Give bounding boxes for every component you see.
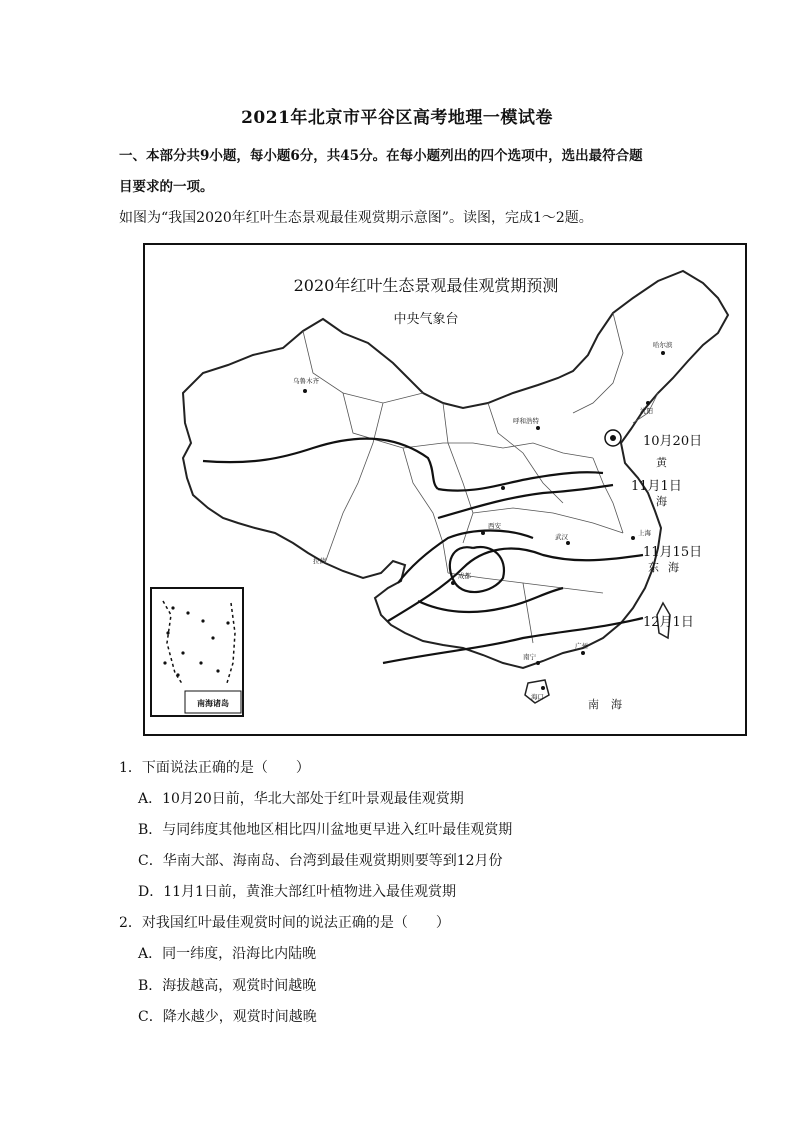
sea-label-dong: 东 bbox=[648, 561, 659, 574]
question-2-option-c: C．降水越少，观赏时间越晚 bbox=[138, 1009, 317, 1025]
sea-label-hai1: 海 bbox=[656, 495, 667, 508]
question-2-stem: 2．对我国红叶最佳观赏时间的说法正确的是（ ） bbox=[119, 915, 450, 931]
city-label: 成都 bbox=[458, 572, 471, 580]
section-instruction-line1: 一、本部分共9小题，每小题6分，共45分。在每小题列出的四个选项中，选出最符合题 bbox=[119, 148, 643, 164]
question-1-option-b: B．与同纬度其他地区相比四川盆地更早进入红叶最佳观赏期 bbox=[138, 822, 513, 838]
map-subtitle: 中央气象台 bbox=[393, 312, 459, 327]
exam-title: 2021年北京市平谷区高考地理一模试卷 bbox=[241, 108, 553, 128]
city-label: 海口 bbox=[531, 693, 544, 701]
intro-text: 如图为“我国2020年红叶生态景观最佳观赏期示意图”。读图，完成1～2题。 bbox=[119, 210, 593, 226]
map-title: 2020年红叶生态景观最佳观赏期预测 bbox=[293, 276, 559, 295]
date-label-nov1: 11月1日 bbox=[631, 479, 682, 494]
question-1-option-a: A．10月20日前，华北大部处于红叶景观最佳观赏期 bbox=[138, 791, 464, 807]
city-label: 乌鲁木齐 bbox=[293, 377, 319, 385]
city-label: 武汉 bbox=[555, 533, 568, 541]
section-instruction-line2: 目要求的一项。 bbox=[119, 179, 214, 195]
date-label-oct20: 10月20日 bbox=[643, 434, 703, 449]
city-label: 哈尔滨 bbox=[653, 341, 673, 349]
beijing-dot bbox=[610, 435, 616, 441]
south-china-sea-inset bbox=[151, 588, 243, 716]
city-label: 广州 bbox=[575, 642, 588, 650]
city-label: 南宁 bbox=[523, 653, 536, 661]
inset-label: 南海诸岛 bbox=[197, 698, 229, 708]
question-2-option-a: A．同一纬度，沿海比内陆晚 bbox=[138, 946, 317, 962]
question-2-option-b: B．海拔越高，观赏时间越晚 bbox=[138, 978, 317, 994]
sea-label-hai3: 海 bbox=[611, 698, 622, 711]
city-label: 西安 bbox=[488, 522, 501, 530]
sea-label-huang: 黄 bbox=[656, 456, 667, 469]
city-label: 拉萨 bbox=[313, 557, 326, 565]
sea-label-nan: 南 bbox=[588, 698, 599, 711]
question-1-option-c: C．华南大部、海南岛、台湾到最佳观赏期则要等到12月份 bbox=[138, 853, 503, 869]
map-figure bbox=[143, 243, 747, 736]
city-label: 上海 bbox=[638, 529, 651, 537]
city-label: 呼和浩特 bbox=[513, 417, 539, 425]
question-1-stem: 1．下面说法正确的是（ ） bbox=[119, 760, 310, 776]
date-label-dec1: 12月1日 bbox=[643, 615, 694, 630]
city-label: 沈阳 bbox=[640, 407, 653, 415]
sea-label-hai2: 海 bbox=[668, 561, 679, 574]
date-label-nov15: 11月15日 bbox=[643, 545, 703, 560]
question-1-option-d: D．11月1日前，黄淮大部红叶植物进入最佳观赏期 bbox=[138, 884, 456, 900]
